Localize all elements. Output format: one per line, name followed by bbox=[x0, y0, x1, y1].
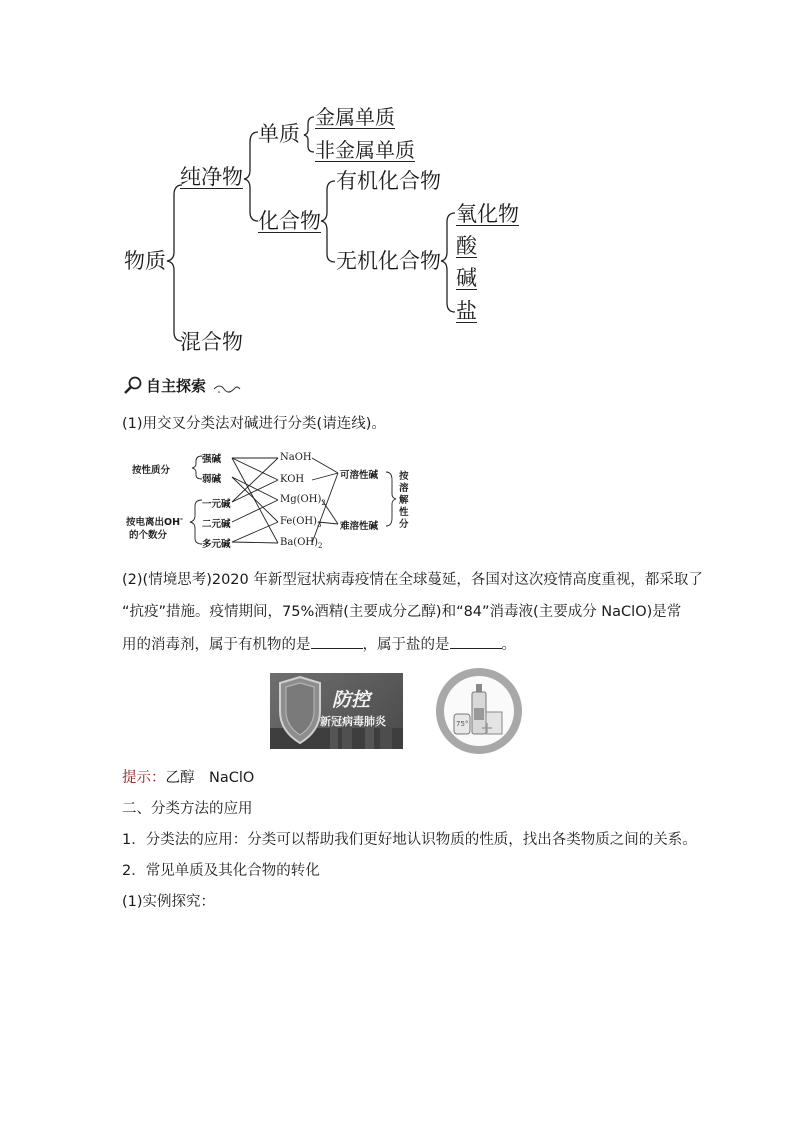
left-item: 二元碱 bbox=[202, 519, 231, 530]
tree-root: 物质 bbox=[124, 249, 166, 273]
poster-title: 防控 bbox=[332, 689, 371, 711]
disinfectant-image bbox=[436, 668, 522, 754]
explore-title: 自主探索 bbox=[146, 377, 207, 395]
group-by-oh-count-line2: 的个数分 bbox=[129, 530, 168, 541]
tree-pure: 纯净物 bbox=[180, 165, 243, 189]
left-item: 一元碱 bbox=[202, 499, 231, 510]
matching-lines bbox=[0, 0, 794, 560]
epidemic-poster-image bbox=[270, 673, 403, 749]
left-item: 弱碱 bbox=[202, 474, 222, 485]
tree-acid: 酸 bbox=[456, 234, 477, 258]
tree-nonmetal: 非金属单质 bbox=[315, 138, 415, 162]
tree-organic: 有机化合物 bbox=[336, 169, 441, 193]
poster-subtitle: 新冠病毒肺炎 bbox=[320, 715, 386, 728]
left-item: 多元碱 bbox=[202, 539, 231, 550]
section2-item3: (1)实例探究： bbox=[122, 894, 216, 910]
bottle-label: 75° bbox=[456, 720, 469, 728]
tree-inorganic: 无机化合物 bbox=[336, 249, 441, 273]
mid-item: $Ba(OH)_2$ bbox=[280, 537, 323, 550]
section2-title: 二、分类方法的应用 bbox=[122, 801, 253, 817]
mid-item: KOH bbox=[280, 474, 305, 485]
section2-item1: 1．分类法的应用：分类可以帮助我们更好地认识物质的性质，找出各类物质之间的关系。 bbox=[122, 832, 697, 848]
disinfectant-bottle-icon bbox=[436, 668, 522, 754]
tree-compound: 化合物 bbox=[258, 209, 321, 233]
group-by-property: 按性质分 bbox=[132, 465, 171, 476]
answer-blank-organic[interactable] bbox=[311, 634, 363, 649]
mid-item: $Mg(OH)_2$ bbox=[280, 494, 326, 507]
mid-item: NaOH bbox=[280, 452, 312, 463]
tree-salt: 盐 bbox=[456, 299, 477, 323]
tree-element: 单质 bbox=[258, 122, 300, 146]
q2-line1: (2)(情境思考)2020 年新型冠状病毒疫情在全球蔓延，各国对这次疫情高度重视，都采取了 bbox=[122, 572, 703, 588]
mid-item: $Fe(OH)_3$ bbox=[280, 516, 322, 529]
group-by-oh-count: 按电离出OH- bbox=[126, 514, 183, 528]
tree-oxide: 氧化物 bbox=[456, 202, 519, 226]
tree-metal: 金属单质 bbox=[315, 105, 395, 129]
answer-blank-salt[interactable] bbox=[450, 634, 502, 649]
right-item: 可溶性碱 bbox=[340, 470, 379, 481]
group-by-solubility: 按溶解性分 bbox=[399, 471, 409, 530]
q2-line2: “抗疫”措施。疫情期间，75%酒精(主要成分乙醇)和“84”消毒液(主要成分 NaClO)是常 bbox=[122, 604, 682, 620]
q1-text: (1)用交叉分类法对碱进行分类(请连线)。 bbox=[122, 416, 386, 432]
tree-base: 碱 bbox=[456, 266, 477, 290]
right-item: 难溶性碱 bbox=[340, 521, 379, 532]
hint-label: 提示： bbox=[122, 770, 166, 786]
left-item: 强碱 bbox=[202, 454, 222, 465]
tree-mixture: 混合物 bbox=[180, 330, 243, 354]
hint-answer: 乙醇 NaClO bbox=[165, 770, 255, 786]
hint-line bbox=[122, 768, 254, 788]
section2-item2: 2．常见单质及其化合物的转化 bbox=[122, 863, 320, 879]
q2-line3: 用的消毒剂，属于有机物的是 ，属于盐的是 。 bbox=[122, 634, 516, 655]
